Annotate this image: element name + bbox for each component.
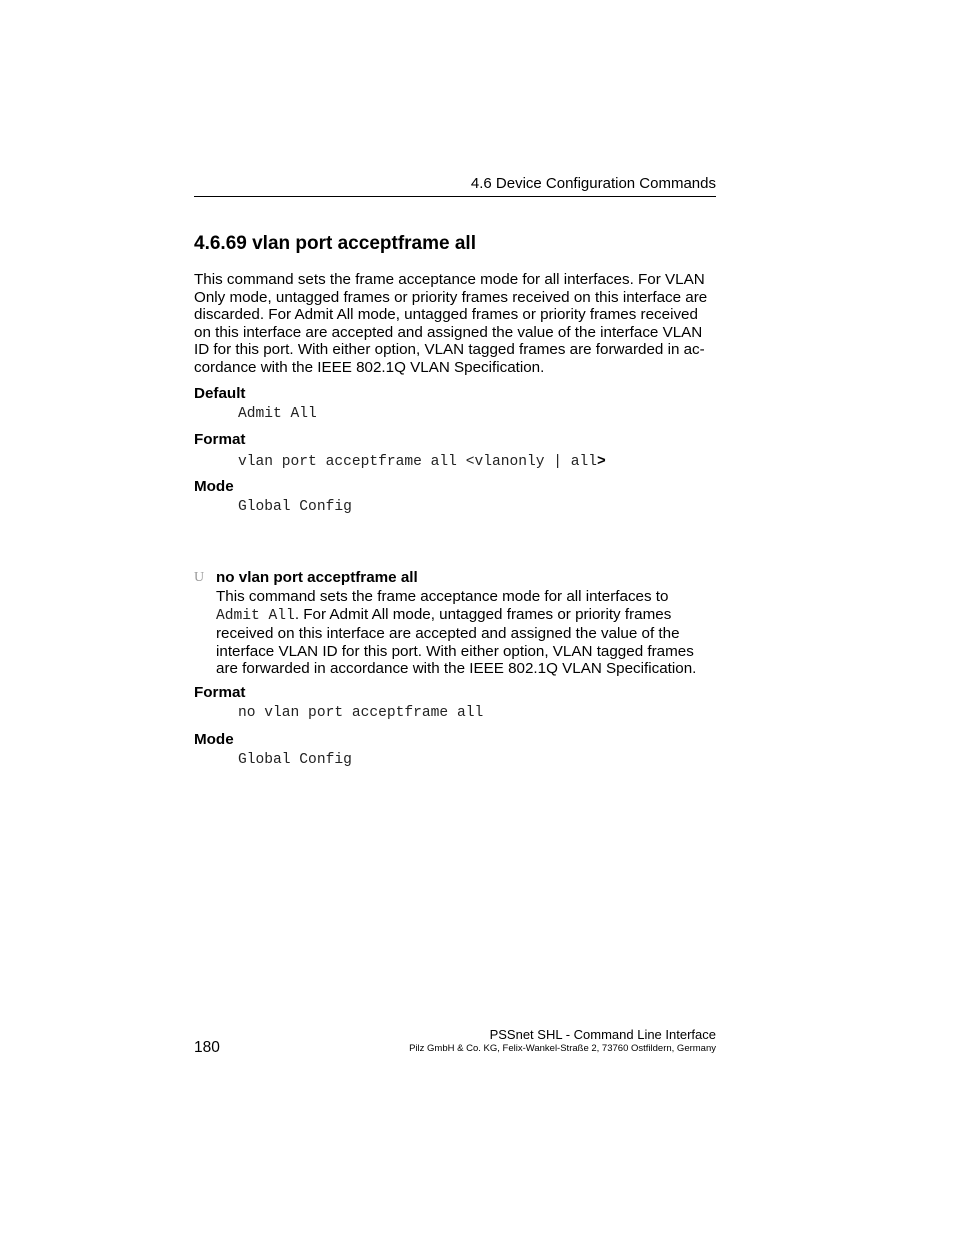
no-command-paragraph <box>216 588 726 678</box>
no-desc-line: interface VLAN ID for this port. With either option, VLAN tagged frames <box>216 642 694 660</box>
no-format-label: Format <box>194 684 246 701</box>
intro-line: cordance with the IEEE 802.1Q VLAN Specification. <box>194 358 545 376</box>
footer-address: Pilz GmbH & Co. KG, Felix-Wankel-Straße 2, 73760 Ostfildern, Germany <box>409 1043 716 1054</box>
intro-paragraph <box>194 271 724 377</box>
footer-doc-title: PSSnet SHL - Command Line Interface <box>489 1027 716 1042</box>
running-header: 4.6 Device Configuration Commands <box>470 175 716 192</box>
format-value <box>238 453 606 470</box>
no-desc-line: are forwarded in accordance with the IEEE 802.1Q VLAN Specification. <box>216 660 697 678</box>
bullet-icon: U <box>194 570 205 585</box>
section-title: 4.6.69 vlan port acceptframe all <box>194 233 476 254</box>
no-command-title: no vlan port acceptframe all <box>216 569 418 586</box>
format-label: Format <box>194 431 246 448</box>
no-desc-line: received on this interface are accepted and assigned the value of the <box>216 625 680 643</box>
mode-label: Mode <box>194 478 234 495</box>
page-number: 180 <box>194 1039 220 1056</box>
inline-code: Admit All <box>216 607 295 624</box>
intro-line: discarded. For Admit All mode, untagged frames or priority frames received <box>194 306 698 324</box>
format-syntax: vlan port acceptframe all <vlanonly | all <box>238 454 598 470</box>
format-syntax-end: > <box>597 453 606 469</box>
intro-line: on this interface are accepted and assigned the value of the interface VLAN <box>194 323 703 341</box>
no-desc-line: . For Admit All mode, untagged frames or priority frames <box>294 605 672 623</box>
no-mode-label: Mode <box>194 731 234 748</box>
intro-line: Only mode, untagged frames or priority frames received on this interface are <box>194 288 708 306</box>
no-format-value: no vlan port acceptframe all <box>238 705 484 721</box>
intro-line: This command sets the frame acceptance mode for all interfaces. For VLAN <box>194 271 705 288</box>
intro-line: ID for this port. With either option, VLAN tagged frames are forwarded in ac- <box>194 341 705 359</box>
no-desc-line: This command sets the frame acceptance mode for all interfaces to <box>216 588 669 605</box>
header-rule <box>194 196 716 197</box>
no-mode-value: Global Config <box>238 752 352 768</box>
default-label: Default <box>194 385 246 402</box>
mode-value: Global Config <box>238 499 352 515</box>
default-value: Admit All <box>238 406 317 422</box>
